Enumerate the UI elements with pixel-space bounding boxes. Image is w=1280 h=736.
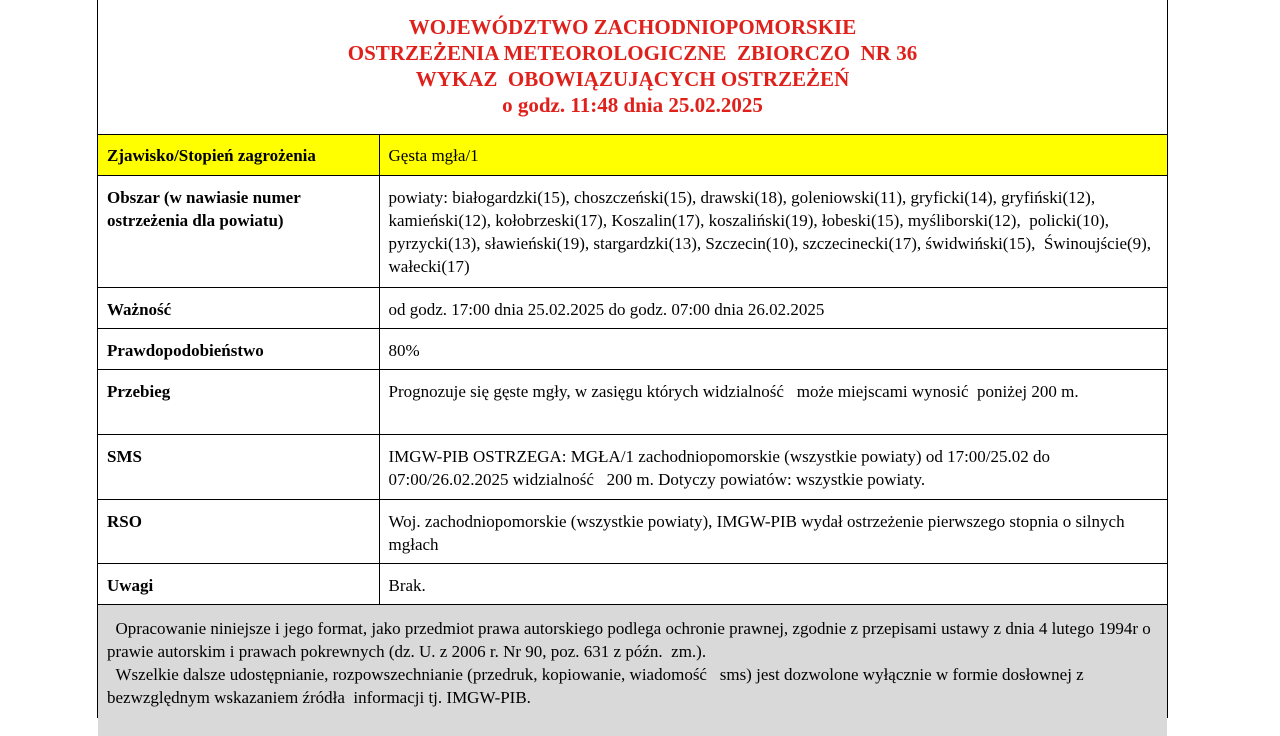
row-value: Gęsta mgła/1 <box>379 135 1167 175</box>
header-timestamp: o godz. 11:48 dnia 25.02.2025 <box>502 93 763 117</box>
row-label: RSO <box>98 499 379 563</box>
header-list-title: WYKAZ OBOWIĄZUJĄCYCH OSTRZEŻEŃ <box>415 67 850 91</box>
table-row-notes <box>98 563 1167 604</box>
row-label: Obszar (w nawiasie numer ostrzeżenia dla powiatu) <box>98 175 379 287</box>
row-value: 80% <box>379 328 1167 369</box>
table-row-validity <box>98 287 1167 328</box>
row-label: Prawdopodobieństwo <box>98 328 379 369</box>
header-region-title: WOJEWÓDZTWO ZACHODNIOPOMORSKIE <box>408 15 857 39</box>
row-value: od godz. 17:00 dnia 25.02.2025 do godz. 07:00 dnia 26.02.2025 <box>379 287 1167 328</box>
header-bulletin-title: OSTRZEŻENIA METEOROLOGICZNE ZBIORCZO NR 36 <box>347 41 918 65</box>
table-row-phenomenon <box>98 135 1167 175</box>
row-value: IMGW-PIB OSTRZEGA: MGŁA/1 zachodniopomorskie (wszystkie powiaty) od 17:00/25.02 do 07:00/26.02.2025 widzialność 200 m. Dotyczy powiatów: wszystkie powiaty. <box>379 434 1167 499</box>
row-label: Przebieg <box>98 369 379 434</box>
table-row-sms <box>98 434 1167 499</box>
warning-table <box>98 135 1167 605</box>
row-label: Zjawisko/Stopień zagrożenia <box>98 135 379 175</box>
row-label: Uwagi <box>98 563 379 604</box>
row-value: Brak. <box>379 563 1167 604</box>
document-header <box>98 0 1167 135</box>
copyright-notice <box>98 605 1167 736</box>
row-label: Ważność <box>98 287 379 328</box>
copyright-paragraph: Opracowanie niniejsze i jego format, jako przedmiot prawa autorskiego podlega ochronie prawnej, zgodnie z przepisami ustawy z dnia 4 lutego 1994r o prawie autorskim i prawach pokrewnych (dz. U. z 2006 r. Nr 90, poz. 631 z późn. zm.). <box>107 618 1155 661</box>
row-value: Woj. zachodniopomorskie (wszystkie powiaty), IMGW-PIB wydał ostrzeżenie pierwszego stopnia o silnych mgłach <box>379 499 1167 563</box>
row-value: powiaty: białogardzki(15), choszczeński(15), drawski(18), goleniowski(11), gryficki(14), gryfiński(12), kamieński(12), kołobrzeski(17), Koszalin(17), koszaliński(19), łobeski(15), myśliborski(12), policki(10), pyrzycki(13), sławieński(19), stargardzki(13), Szczecin(10), szczecinecki(17), świdwiński(15), Świnoujście(9), wałecki(17) <box>379 175 1167 287</box>
table-row-course <box>98 369 1167 434</box>
table-row-rso <box>98 499 1167 563</box>
row-label: SMS <box>98 434 379 499</box>
table-row-area <box>98 175 1167 287</box>
table-row-probability <box>98 328 1167 369</box>
usage-paragraph: Wszelkie dalsze udostępnianie, rozpowszechnianie (przedruk, kopiowanie, wiadomość sms) jest dozwolone wyłącznie w formie dosłownej z bezwzględnym wskazaniem źródła informacji tj. IMGW-PIB. <box>107 664 1088 707</box>
row-value: Prognozuje się gęste mgły, w zasięgu których widzialność może miejscami wynosić poniżej 200 m. <box>379 369 1167 434</box>
warning-document <box>97 0 1168 718</box>
